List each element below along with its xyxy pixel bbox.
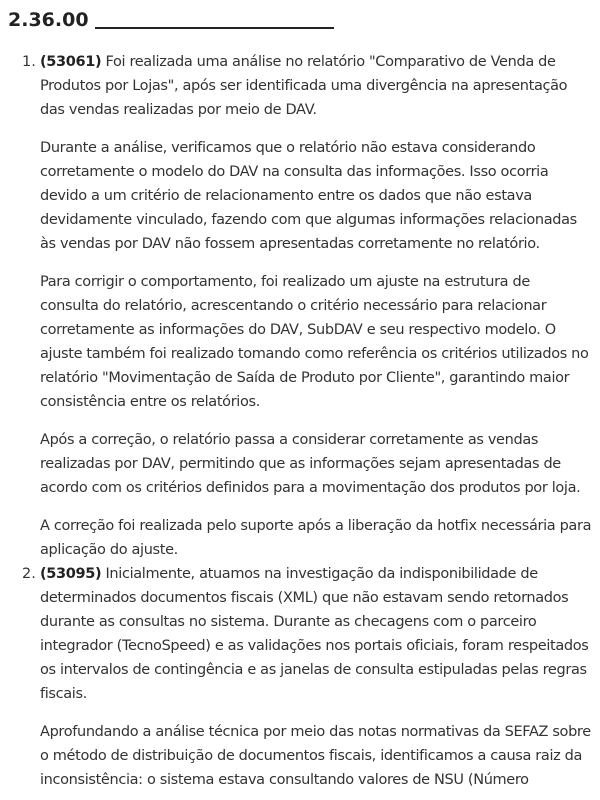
version-number: 2.36.00 (8, 9, 89, 31)
summary-text: Inicialmente, atuamos na investigação da indisponibilidade de determinados documentos fiscais (XML) que não estavam sendo retornados durante as consultas no sistema. Durante as checagens com o parceiro integrador (TecnoSpeed) e as validações nos portais oficiais, foram respeitados os intervalos de contingência e as janelas de consulta estipuladas pelas regras fiscais. (40, 566, 589, 702)
release-item (22, 562, 592, 792)
item-paragraph: Para corrigir o comportamento, foi realizado um ajuste na estrutura de consulta do relatório, acrescentando o critério necessário para relacionar corretamente as informações do DAV, SubDAV e seu respectivo modelo. O ajuste também foi realizado tomando como referência os critérios utilizados no relatório "Movimentação de Saída de Produto por Cliente", garantindo maior consistência entre os relatórios. (40, 274, 589, 410)
summary-text: Foi realizada uma análise no relatório "Comparativo de Venda de Produtos por Lojas", após ser identificada uma divergência na apresentação das vendas realizadas por meio de DAV. (40, 54, 568, 118)
item-paragraph: Aprofundando a análise técnica por meio das notas normativas da SEFAZ sobre o método de distribuição de documentos fiscais, identificamos a causa raiz da inconsistência: o sistema estava consultando valores de NSU (Número (40, 724, 591, 788)
item-summary (40, 562, 592, 706)
ticket-code: (53061) (40, 54, 102, 70)
item-paragraph: Durante a análise, verificamos que o relatório não estava considerando corretamente o modelo do DAV na consulta das informações. Isso ocorria devido a um critério de relacionamento entre os dados que não estava devidamente vinculado, fazendo com que algumas informações relacionadas às vendas por DAV não fossem apresentadas corretamente no relatório. (40, 140, 577, 252)
heading-underline (95, 27, 334, 29)
item-paragraph: A correção foi realizada pelo suporte após a liberação da hotfix necessária para aplicação do ajuste. (40, 518, 592, 558)
ticket-code: (53095) (40, 566, 102, 582)
item-summary (40, 50, 592, 122)
item-number: 1. (22, 54, 36, 70)
item-paragraph: Após a correção, o relatório passa a considerar corretamente as vendas realizadas por DAV, permitindo que as informações sejam apresentadas de acordo com os critérios definidos para a movimentação dos produtos por loja. (40, 432, 581, 496)
release-item (22, 50, 592, 562)
version-heading (8, 9, 334, 31)
release-notes-list (22, 50, 592, 792)
item-number: 2. (22, 566, 36, 582)
